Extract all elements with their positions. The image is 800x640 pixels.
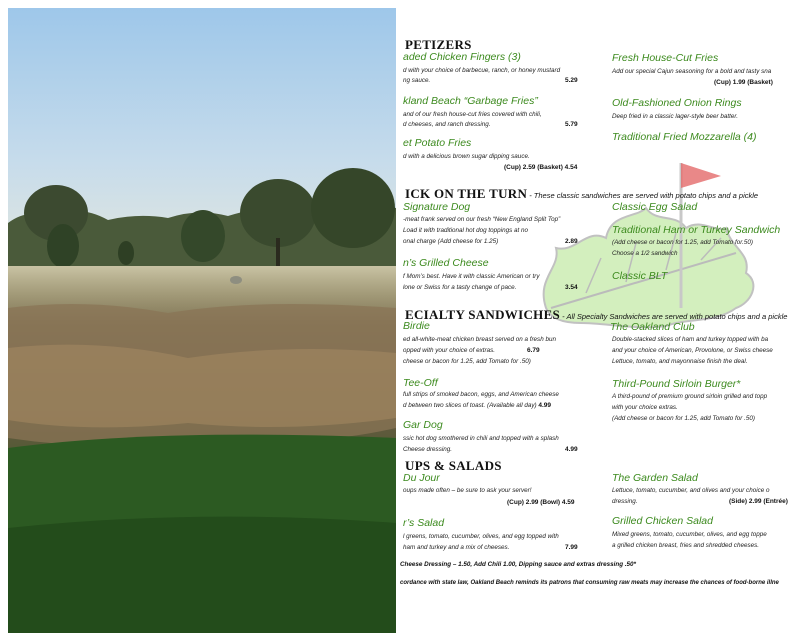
appetizer-chicken-fingers-price: 5.29 [565, 77, 578, 84]
specialty-birdie-desc3: cheese or bacon for 1.25, add Tomato for .50) [403, 358, 531, 365]
specialty-teeoff-price: 4.99 [538, 402, 551, 409]
appetizer-garbage-fries-price: 5.79 [565, 121, 578, 128]
appetizer-sweet-potato-desc: d with a delicious brown sugar dipping sauce. [403, 153, 530, 160]
appetizer-garbage-fries-desc2: d cheeses, and ranch dressing. [403, 121, 491, 128]
appetizer-sweet-potato-title: et Potato Fries [403, 137, 472, 149]
turn-ham-turkey-desc2: Choose a 1/2 sandwich [612, 250, 678, 257]
specialty-sirloin-burger-desc2: with your choice extras. [612, 404, 678, 411]
turn-signature-dog-desc2: Load it with traditional hot dog toppings at no [403, 227, 528, 234]
specialty-sirloin-burger-desc3: (Add cheese or bacon for 1.25, add Tomato for .50) [612, 415, 755, 422]
salad-chef-title: r’s Salad [403, 517, 445, 529]
turn-signature-dog-desc: -meat frank served on our fresh “New England Split Top” [403, 216, 561, 223]
turn-grilled-cheese-desc: f Mom’s best. Have it with classic American or try [403, 273, 540, 280]
turn-signature-dog-title: Signature Dog [403, 201, 471, 213]
salad-grilled-chicken-title: Grilled Chicken Salad [612, 515, 713, 527]
appetizer-chicken-fingers-title: aded Chicken Fingers (3) [403, 51, 521, 63]
appetizer-garbage-fries-desc: and of our fresh house-cut fries covered with chili, [403, 111, 542, 118]
specialty-gar-dog-title: Gar Dog [403, 419, 443, 431]
turn-heading: ICK ON THE TURN - These classic sandwiches are served with potato chips and a pickle [405, 186, 759, 201]
specialty-sirloin-burger-desc: A third-pound of premium ground sirloin grilled and topp [612, 393, 768, 400]
extras-note: Cheese Dressing – 1.50, Add Chili 1.00, Dipping sauce and extras dressing .50* [400, 561, 636, 568]
specialty-teeoff-desc2: d between two slices of toast. (Available all day) 4.99 [403, 402, 551, 409]
raw-meat-notice: cordance with state law, Oakland Beach reminds its patrons that consuming raw meats may increase the chances of food-borne illne [400, 580, 779, 586]
appetizer-house-fries-desc: Add our special Cajun seasoning for a bold and tasty sna [612, 68, 772, 75]
soups-heading: UPS & SALADS [405, 458, 502, 473]
specialty-oakland-club-desc2: and your choice of American, Provolone, or Swiss cheese [612, 347, 773, 354]
appetizer-chicken-fingers-desc2: ng sauce. [403, 77, 431, 84]
salad-garden-title: The Garden Salad [612, 472, 698, 484]
appetizer-mozzarella-title: Traditional Fried Mozzarella (4) [612, 131, 757, 143]
turn-blt-title: Classic BLT [612, 270, 668, 282]
turn-signature-dog-price: 2.89 [565, 238, 578, 245]
turn-ham-turkey-title: Traditional Ham or Turkey Sandwich [612, 224, 781, 236]
specialty-oakland-club-desc: Double-stacked slices of ham and turkey topped with ba [612, 336, 769, 343]
turn-subheading: - These classic sandwiches are served with potato chips and a pickle [527, 191, 759, 200]
specialty-teeoff-desc: full strips of smoked bacon, eggs, and American cheese [403, 391, 559, 398]
fairway-scene [8, 8, 396, 633]
specialty-birdie-title: Birdie [403, 320, 430, 332]
appetizer-onion-rings-desc: Deep fried in a classic lager-style beer batter. [612, 113, 738, 120]
menu-page [396, 0, 800, 640]
salad-chef-desc2: ham and turkey and a mix of cheeses. [403, 544, 510, 551]
soups-du-jour-desc: oups made often – be sure to ask your server! [403, 487, 532, 494]
specialty-gar-dog-price: 4.99 [565, 446, 578, 453]
soups-du-jour-price: (Cup) 2.99 (Bowl) 4.59 [507, 499, 575, 506]
salad-garden-desc2: dressing. [612, 498, 638, 505]
salad-chef-desc: l greens, tomato, cucumber, olives, and egg topped with [403, 533, 559, 540]
specialty-birdie-desc: ed all-white-meat chicken breast served on a fresh bun [403, 336, 556, 343]
appetizer-house-fries-price: (Cup) 1.99 (Basket) [714, 79, 773, 86]
turn-ham-turkey-desc: (Add cheese or bacon for 1.25, add Tomato for.50) [612, 239, 753, 246]
salad-garden-price: (Side) 2.99 (Entrée) [729, 498, 788, 505]
turn-grilled-cheese-desc2: lone or Swiss for a tasty change of pace. [403, 284, 517, 291]
salad-garden-desc: Lettuce, tomato, cucumber, and olives and your choice o [612, 487, 770, 494]
specialty-birdie-desc2: opped with your choice of extras. [403, 347, 496, 354]
salad-chef-price: 7.99 [565, 544, 578, 551]
turn-grilled-cheese-price: 3.54 [565, 284, 578, 291]
appetizer-sweet-potato-price: (Cup) 2.59 (Basket) 4.54 [504, 164, 578, 171]
specialty-heading: ECIALTY SANDWICHES - All Specialty Sandwiches are served with potato chips and a pickle [405, 307, 788, 322]
specialty-gar-dog-desc: ssic hot dog smothered in chili and topped with a splash [403, 435, 559, 442]
specialty-oakland-club-desc3: Lettuce, tomato, and mayonnaise finish the deal. [612, 358, 748, 365]
specialty-teeoff-title: Tee-Off [403, 377, 438, 389]
salad-grilled-chicken-desc: Mixed greens, tomato, cucumber, olives, and egg toppe [612, 531, 767, 538]
appetizer-chicken-fingers-desc: d with your choice of barbecue, ranch, or honey mustard [403, 67, 561, 74]
turn-grilled-cheese-title: n’s Grilled Cheese [403, 257, 489, 269]
specialty-sirloin-burger-title: Third-Pound Sirloin Burger* [612, 378, 741, 390]
appetizers-heading: PETIZERS [405, 37, 472, 52]
turn-signature-dog-desc3: onal charge (Add cheese for 1.25) [403, 238, 499, 245]
specialty-birdie-price: 6.79 [527, 347, 540, 354]
soups-du-jour-title: Du Jour [403, 472, 440, 484]
appetizer-garbage-fries-title: kland Beach “Garbage Fries” [403, 95, 538, 107]
specialty-oakland-club-title: The Oakland Club [610, 321, 695, 333]
golf-course-photo [8, 8, 396, 633]
appetizer-house-fries-title: Fresh House-Cut Fries [612, 52, 719, 64]
turn-egg-salad-title: Classic Egg Salad [612, 201, 698, 213]
appetizer-onion-rings-title: Old-Fashioned Onion Rings [612, 97, 742, 109]
salad-grilled-chicken-desc2: a grilled chicken breast, fries and shredded cheeses. [612, 542, 760, 549]
specialty-subheading: - All Specialty Sandwiches are served with potato chips and a pickle [560, 312, 788, 321]
specialty-gar-dog-desc2: Cheese dressing. [403, 446, 453, 453]
